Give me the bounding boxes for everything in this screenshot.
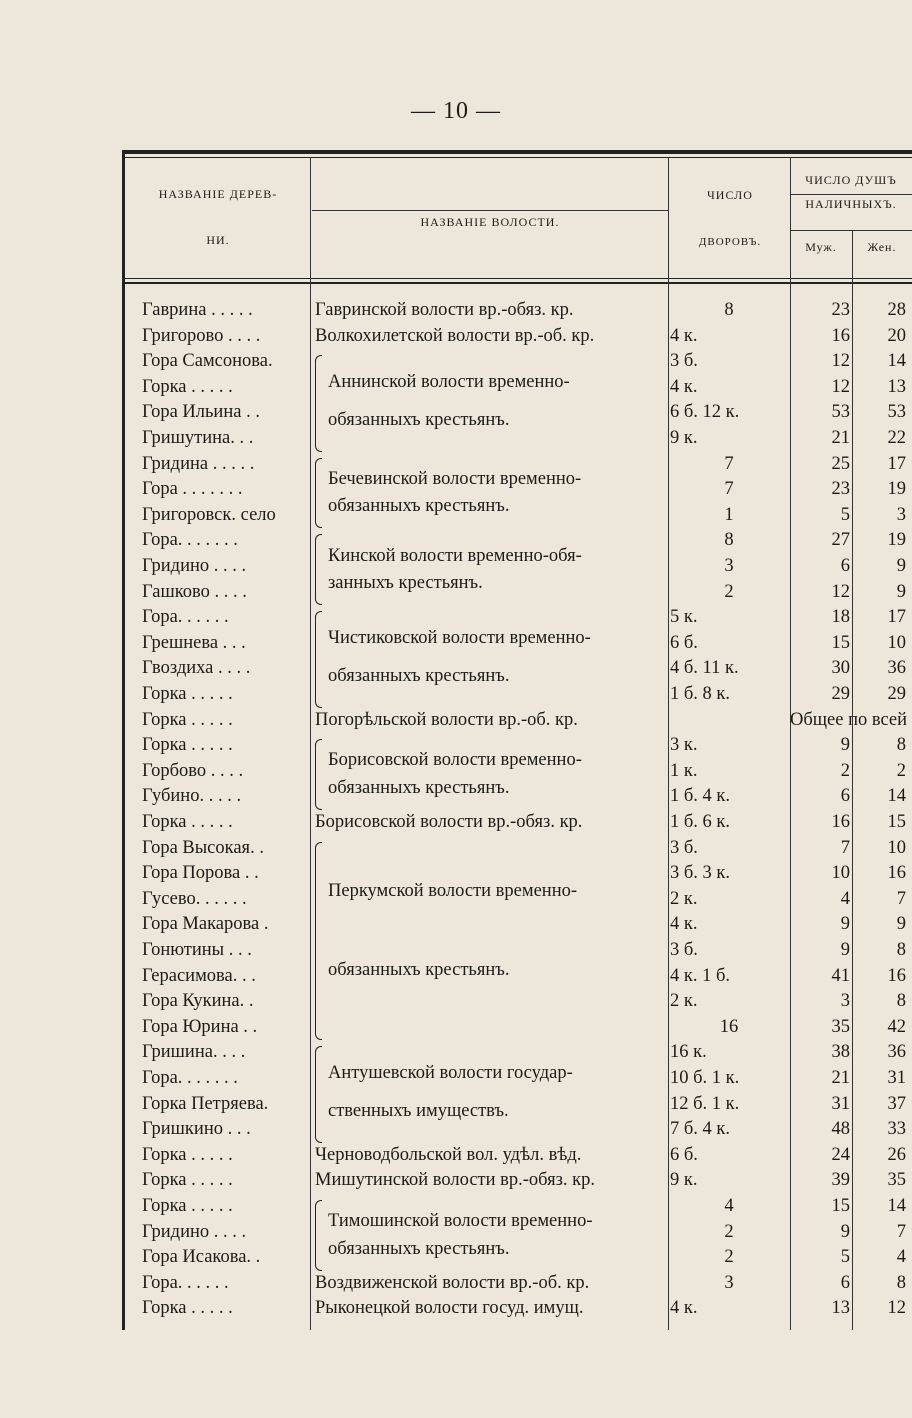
header-subrule [790, 230, 912, 231]
female-count-cell: 12 [887, 1298, 906, 1319]
male-count-cell: 12 [831, 376, 850, 397]
female-count-cell: 20 [887, 325, 906, 346]
female-count-cell: 9 [896, 581, 906, 602]
female-count-cell: 42 [887, 1016, 906, 1037]
village-name-cell: Гришкино . . . [142, 1119, 251, 1140]
households-cell: 9 к. [670, 1170, 698, 1191]
households-cell: 5 к. [670, 607, 698, 628]
male-count-cell: 5 [840, 1247, 850, 1268]
volost-group-label: Перкумской волости временно- [328, 880, 578, 901]
volost-group-label-cont: обязанныхъ крестьянъ. [328, 777, 510, 798]
volost-cell: Гавринской волости вр.-обяз. кр. [315, 300, 574, 320]
village-name-cell: Гонютины . . . [142, 940, 252, 960]
households-cell: 3 б. [670, 837, 698, 858]
female-count-cell: 8 [896, 735, 906, 756]
households-cell: 3 к. [670, 735, 698, 756]
header-households-cont: ДВОРОВЪ. [698, 236, 762, 248]
female-count-cell: 14 [887, 1196, 906, 1216]
village-name-cell: Гора Макарова . [142, 914, 269, 935]
households-cell: 6 б. [670, 632, 698, 653]
female-count-cell: 19 [887, 479, 906, 500]
table-row [128, 812, 912, 838]
volost-group-label-cont: ственныхъ имуществъ. [328, 1100, 509, 1121]
table-row [128, 300, 912, 326]
male-count-cell: 3 [840, 991, 850, 1012]
households-cell: 4 к. 1 б. [670, 965, 731, 986]
village-name-cell: Грешнева . . . [142, 632, 246, 653]
households-cell: 16 к. [670, 1042, 707, 1063]
households-cell: 7 б. 4 к. [670, 1119, 731, 1140]
households-cell: 1 б. 8 к. [670, 684, 731, 704]
households-cell: 2 [724, 1247, 734, 1268]
female-count-cell: 14 [887, 786, 906, 807]
households-cell: 7 [724, 479, 734, 500]
volost-cell: Мишутинской волости вр.-обяз. кр. [315, 1170, 596, 1191]
top-rule-thin [122, 157, 912, 158]
group-brace [315, 1200, 322, 1271]
table-row [128, 838, 912, 864]
header-village-name-cont: НИ. [206, 233, 230, 247]
village-name-cell: Гора Высокая. . [142, 837, 264, 858]
male-count-cell: 25 [831, 453, 850, 474]
village-name-cell: Горка . . . . . [142, 1298, 233, 1319]
group-brace [315, 739, 322, 810]
female-count-cell: 3 [896, 504, 906, 525]
village-name-cell: Гора. . . . . . [142, 1272, 229, 1293]
female-count-cell: 14 [887, 351, 906, 372]
female-count-cell: 7 [896, 1221, 906, 1242]
female-count-cell: 8 [896, 1272, 906, 1293]
female-count-cell: 29 [887, 684, 906, 704]
households-cell: 6 б. [670, 1144, 698, 1165]
male-count-cell: 6 [840, 556, 850, 576]
male-count-cell: 15 [831, 632, 850, 653]
households-cell: 4 к. [670, 376, 698, 397]
volost-group-label: Антушевской волости государ- [328, 1063, 573, 1084]
volost-group-label-cont: обязанныхъ крестьянъ. [328, 665, 510, 686]
table-row [128, 582, 912, 608]
village-name-cell: Григоровск. село [142, 504, 276, 525]
female-count-cell: 35 [887, 1170, 906, 1191]
village-name-cell: Гришина. . . . [142, 1042, 246, 1063]
households-cell: 8 [724, 300, 734, 320]
table-row [128, 914, 912, 940]
volost-group-label-cont: обязанныхъ крестьянъ. [328, 1238, 510, 1259]
households-cell: 7 [724, 453, 734, 474]
male-count-cell: 24 [831, 1144, 850, 1165]
households-cell: 12 б. 1 к. [670, 1093, 740, 1114]
households-cell: 3 б. [670, 351, 698, 372]
table-row [128, 428, 912, 454]
volost-cell: Погорѣльской волости вр.-об. кр. [315, 709, 578, 730]
male-count-cell: 6 [840, 786, 850, 807]
female-count-cell: 10 [887, 632, 906, 653]
households-cell: 4 к. [670, 914, 698, 935]
households-cell: 10 б. 1 к. [670, 1068, 740, 1088]
village-name-cell: Гора Порова . . [142, 863, 259, 884]
male-count-cell: 27 [831, 530, 850, 551]
village-name-cell: Гора Самсонова. [142, 351, 273, 372]
female-count-cell: 9 [896, 556, 906, 576]
households-cell: 3 [724, 556, 734, 576]
village-name-cell: Герасимова. . . [142, 965, 256, 986]
village-name-cell: Гора. . . . . . . [142, 530, 238, 551]
header-subrule [312, 210, 668, 211]
volost-group-label-cont: обязанныхъ крестьянъ. [328, 496, 510, 517]
households-cell: 3 б. 3 к. [670, 863, 731, 884]
village-name-cell: Гришутина. . . [142, 428, 254, 448]
header-souls-line1: ЧИСЛО ДУШЪ [805, 173, 897, 187]
female-count-cell: 26 [887, 1144, 906, 1165]
village-name-cell: Гора. . . . . . . [142, 1068, 238, 1088]
female-count-cell: 16 [887, 863, 906, 884]
village-name-cell: Горка . . . . . [142, 1170, 233, 1191]
male-count-cell: 12 [831, 351, 850, 372]
households-cell: 9 к. [670, 428, 698, 448]
header-households: ЧИСЛО [707, 188, 753, 202]
female-count-cell: 37 [887, 1093, 906, 1114]
male-count-cell: 5 [840, 504, 850, 525]
group-brace [315, 842, 322, 1041]
households-cell: 3 [724, 1272, 734, 1293]
male-count-cell: 21 [831, 428, 850, 448]
table-row [128, 966, 912, 992]
male-count-cell: 16 [831, 325, 850, 346]
group-brace [315, 611, 322, 707]
table-row [128, 326, 912, 352]
header-rule-double [122, 282, 912, 284]
male-count-cell: 31 [831, 1093, 850, 1114]
village-name-cell: Горка . . . . . [142, 1196, 233, 1216]
female-count-cell: 8 [896, 940, 906, 960]
table-row [128, 658, 912, 684]
households-cell: 2 [724, 1221, 734, 1242]
village-name-cell: Гридино . . . . [142, 1221, 247, 1242]
village-name-cell: Горбово . . . . [142, 760, 244, 781]
female-count-cell: 36 [887, 658, 906, 679]
volost-group-label: Аннинской волости временно- [328, 371, 570, 392]
female-count-cell: 31 [887, 1068, 906, 1088]
households-cell: 2 [724, 581, 734, 602]
male-count-cell: 9 [840, 940, 850, 960]
households-cell: 6 б. 12 к. [670, 402, 740, 423]
village-name-cell: Гора Кукина. . [142, 991, 254, 1012]
village-name-cell: Гора Ильина . . [142, 402, 260, 423]
volost-cell: Черноводбольской вол. удѣл. вѣд. [315, 1144, 582, 1165]
male-count-cell: 53 [831, 402, 850, 423]
male-count-cell: 2 [840, 760, 850, 781]
table-row [128, 402, 912, 428]
female-count-cell: 19 [887, 530, 906, 551]
male-count-cell: 23 [831, 479, 850, 500]
table-row [128, 1170, 912, 1196]
female-count-cell: 53 [887, 402, 906, 423]
male-count-cell: 35 [831, 1016, 850, 1037]
households-cell: 1 к. [670, 760, 698, 781]
male-count-cell: 15 [831, 1196, 850, 1216]
village-name-cell: Гвоздиха . . . . [142, 658, 251, 679]
village-name-cell: Горка . . . . . [142, 812, 233, 832]
female-count-cell: 33 [887, 1119, 906, 1140]
households-cell: 1 б. 6 к. [670, 812, 731, 832]
male-count-cell: 38 [831, 1042, 850, 1063]
male-count-cell: 6 [840, 1272, 850, 1293]
village-name-cell: Гридина . . . . . [142, 453, 255, 474]
female-count-cell: 9 [896, 914, 906, 935]
male-count-cell: 9 [840, 914, 850, 935]
table-row [128, 684, 912, 710]
male-count-cell: 7 [840, 837, 850, 858]
table-row [128, 710, 912, 736]
group-brace [315, 1046, 322, 1142]
households-cell: 4 к. [670, 325, 698, 346]
volost-cell: Волкохилетской волости вр.-об. кр. [315, 325, 595, 346]
households-cell: 2 к. [670, 991, 698, 1012]
male-count-cell: 4 [840, 888, 850, 909]
male-count-cell: 10 [831, 863, 850, 884]
header-village-name: НАЗВАНІЕ ДЕРЕВ- [158, 187, 278, 201]
table-row [128, 786, 912, 812]
households-cell: 1 б. 4 к. [670, 786, 731, 807]
table-row [128, 505, 912, 531]
male-count-cell: 13 [831, 1298, 850, 1319]
group-brace [315, 458, 322, 529]
households-cell: 4 б. 11 к. [670, 658, 739, 679]
table-row [128, 1247, 912, 1273]
households-cell: 2 к. [670, 888, 698, 909]
male-count-cell: 29 [831, 684, 850, 704]
village-name-cell: Горка . . . . . [142, 684, 233, 704]
header-male: Муж. [805, 240, 837, 254]
page-number: — 10 — [411, 98, 501, 124]
village-name-cell: Горка . . . . . [142, 1144, 233, 1165]
households-cell: 4 [724, 1196, 734, 1216]
female-count-cell: 16 [887, 965, 906, 986]
village-name-cell: Гаврина . . . . . [142, 300, 253, 320]
female-count-cell: 7 [896, 888, 906, 909]
female-count-cell: 28 [887, 300, 906, 320]
households-cell: 16 [719, 1016, 739, 1037]
header-souls-line2: НАЛИЧНЫХЪ. [805, 197, 897, 211]
households-cell: 1 [724, 504, 734, 525]
village-name-cell: Гора Исакова. . [142, 1247, 261, 1268]
volost-group-label: Бечевинской волости временно- [328, 468, 582, 489]
volost-group-label-cont: обязанныхъ крестьянъ. [328, 959, 510, 980]
table-row [128, 1017, 912, 1043]
village-name-cell: Григорово . . . . [142, 325, 261, 346]
female-count-cell: 4 [896, 1247, 906, 1268]
female-count-cell: 22 [887, 428, 906, 448]
volost-group-label: Чистиковской волости временно- [328, 627, 591, 648]
village-name-cell: Горка . . . . . [142, 709, 233, 730]
male-count-cell: 9 [840, 735, 850, 756]
male-count-cell: 23 [831, 300, 850, 320]
header-rule [122, 278, 912, 279]
volost-group-label: Кинской волости временно-обя- [328, 545, 582, 566]
households-cell: 4 к. [670, 1298, 698, 1319]
table-row [128, 991, 912, 1017]
group-brace [315, 534, 322, 605]
male-count-cell: 12 [831, 581, 850, 602]
village-name-cell: Гора Юрина . . [142, 1016, 258, 1037]
male-count-cell: 9 [840, 1221, 850, 1242]
male-count-cell: 18 [831, 607, 850, 628]
header-volost-name: НАЗВАНІЕ ВОЛОСТИ. [420, 215, 560, 229]
header-souls [790, 168, 912, 216]
table-row [128, 1145, 912, 1171]
volost-cell: Рыконецкой волости госуд. имущ. [315, 1298, 584, 1319]
volost-group-label: Борисовской волости временно- [328, 750, 582, 771]
male-count-cell: 30 [831, 658, 850, 679]
village-name-cell: Гридино . . . . [142, 556, 247, 576]
male-count-cell: 39 [831, 1170, 850, 1191]
volost-group-label: Тимошинской волости временно- [328, 1211, 593, 1232]
top-rule [122, 150, 912, 154]
households-cell: 8 [724, 530, 734, 551]
female-count-cell: 10 [887, 837, 906, 858]
female-count-cell: 2 [896, 760, 906, 781]
village-name-cell: Губино. . . . . [142, 786, 242, 807]
table-row [128, 1298, 912, 1324]
female-count-cell: 13 [887, 376, 906, 397]
female-count-cell: 15 [887, 812, 906, 832]
table-row [128, 1273, 912, 1299]
female-count-cell: 17 [887, 453, 906, 474]
village-name-cell: Гусево. . . . . . [142, 888, 247, 909]
table-row [128, 1119, 912, 1145]
village-name-cell: Гора. . . . . . [142, 607, 229, 628]
header-female: Жен. [867, 240, 897, 254]
male-count-cell: 48 [831, 1119, 850, 1140]
volost-cell: Воздвиженской волости вр.-об. кр. [315, 1272, 590, 1293]
village-name-cell: Горка Петряева. [142, 1093, 269, 1114]
group-brace [315, 355, 322, 451]
households-cell: 3 б. [670, 940, 698, 960]
male-count-cell: 16 [831, 812, 850, 832]
village-name-cell: Гашково . . . . [142, 581, 247, 602]
village-name-cell: Горка . . . . . [142, 376, 233, 397]
common-note-cell: Общее по всей [790, 709, 908, 730]
table-row [128, 1094, 912, 1120]
volost-group-label-cont: занныхъ крестьянъ. [328, 573, 483, 594]
female-count-cell: 17 [887, 607, 906, 628]
village-name-cell: Гора . . . . . . . [142, 479, 243, 500]
female-count-cell: 8 [896, 991, 906, 1012]
male-count-cell: 41 [831, 965, 850, 986]
male-count-cell: 21 [831, 1068, 850, 1088]
village-name-cell: Горка . . . . . [142, 735, 233, 756]
table-row [128, 940, 912, 966]
female-count-cell: 36 [887, 1042, 906, 1063]
volost-group-label-cont: обязанныхъ крестьянъ. [328, 409, 510, 430]
volost-cell: Борисовской волости вр.-обяз. кр. [315, 812, 583, 832]
